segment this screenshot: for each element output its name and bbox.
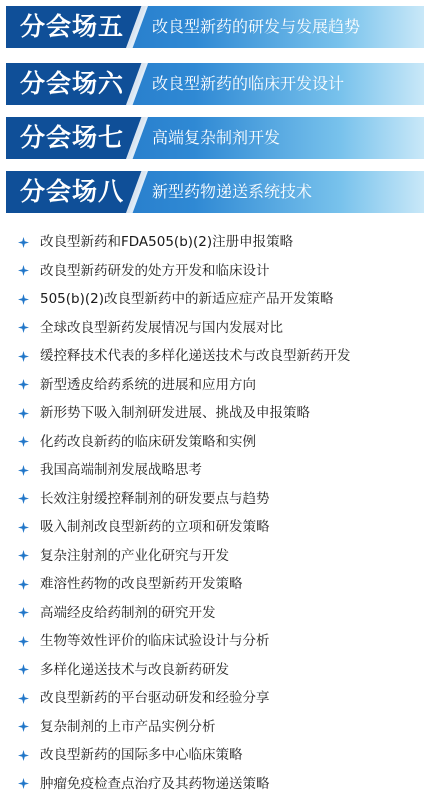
- list-item: [0, 627, 430, 656]
- list-item: [0, 684, 430, 713]
- list-item-text: 我国高端制剂发展战略思考: [40, 462, 202, 479]
- list-item: [0, 428, 430, 457]
- four-point-star-icon: [18, 778, 29, 789]
- list-item-text: 缓控释技术代表的多样化递送技术与改良型新药开发: [40, 348, 351, 365]
- session-topic: 改良型新药的临床开发设计: [152, 74, 345, 93]
- list-item-text: 多样化递送技术与改良新药研发: [40, 661, 229, 678]
- four-point-star-icon: [18, 294, 29, 305]
- session-title: 分会场七: [20, 123, 125, 152]
- four-point-star-icon: [18, 351, 29, 362]
- list-item-text: 化药改良新药的临床研发策略和实例: [40, 433, 256, 450]
- session-banner-5: [6, 6, 424, 48]
- four-point-star-icon: [18, 237, 29, 248]
- four-point-star-icon: [18, 750, 29, 761]
- list-item-text: 新型透皮给药系统的进展和应用方向: [40, 376, 256, 393]
- four-point-star-icon: [18, 493, 29, 504]
- session-banner-8: [6, 171, 424, 213]
- list-item: [0, 770, 430, 799]
- list-item-text: 改良型新药的平台驱动研发和经验分享: [40, 690, 270, 707]
- list-item: [0, 285, 430, 314]
- four-point-star-icon: [18, 408, 29, 419]
- topic-list: [0, 228, 430, 798]
- list-item: [0, 228, 430, 257]
- list-item-text: 改良型新药研发的处方开发和临床设计: [40, 262, 270, 279]
- four-point-star-icon: [18, 522, 29, 533]
- list-item-text: 改良型新药的国际多中心临床策略: [40, 747, 243, 764]
- session-title: 分会场六: [20, 69, 125, 98]
- list-item: [0, 485, 430, 514]
- list-item: [0, 513, 430, 542]
- four-point-star-icon: [18, 693, 29, 704]
- session-banner-6: [6, 63, 424, 105]
- list-item-text: 505(b)(2)改良型新药中的新适应症产品开发策略: [40, 291, 334, 308]
- session-banner-7: [6, 117, 424, 159]
- four-point-star-icon: [18, 550, 29, 561]
- list-item: [0, 713, 430, 742]
- list-item: [0, 456, 430, 485]
- four-point-star-icon: [18, 465, 29, 476]
- list-item: [0, 257, 430, 286]
- four-point-star-icon: [18, 721, 29, 732]
- list-item: [0, 570, 430, 599]
- list-item-text: 新形势下吸入制剂研发进展、挑战及申报策略: [40, 405, 310, 422]
- list-item: [0, 371, 430, 400]
- list-item-text: 复杂注射剂的产业化研究与开发: [40, 547, 229, 564]
- list-item-text: 复杂制剂的上市产品实例分析: [40, 718, 216, 735]
- list-item-text: 生物等效性评价的临床试验设计与分析: [40, 633, 270, 650]
- list-item: [0, 599, 430, 628]
- four-point-star-icon: [18, 265, 29, 276]
- session-topic: 改良型新药的研发与发展趋势: [152, 17, 361, 36]
- session-title: 分会场五: [20, 12, 125, 41]
- session-title: 分会场八: [20, 177, 125, 206]
- list-item: [0, 342, 430, 371]
- list-item: [0, 314, 430, 343]
- list-item: [0, 542, 430, 571]
- list-item-text: 肿瘤免疫检查点治疗及其药物递送策略: [40, 775, 270, 792]
- list-item: [0, 656, 430, 685]
- four-point-star-icon: [18, 664, 29, 675]
- four-point-star-icon: [18, 379, 29, 390]
- list-item-text: 改良型新药和FDA505(b)(2)注册申报策略: [40, 234, 294, 251]
- list-item-text: 难溶性药物的改良型新药开发策略: [40, 576, 243, 593]
- four-point-star-icon: [18, 607, 29, 618]
- list-item-text: 全球改良型新药发展情况与国内发展对比: [40, 319, 283, 336]
- list-item-text: 长效注射缓控释制剂的研发要点与趋势: [40, 490, 270, 507]
- four-point-star-icon: [18, 436, 29, 447]
- list-item-text: 高端经皮给药制剂的研究开发: [40, 604, 216, 621]
- session-topic: 新型药物递送系统技术: [152, 182, 313, 201]
- list-item-text: 吸入制剂改良型新药的立项和研发策略: [40, 519, 270, 536]
- four-point-star-icon: [18, 579, 29, 590]
- list-item: [0, 399, 430, 428]
- list-item: [0, 741, 430, 770]
- session-topic: 高端复杂制剂开发: [152, 128, 281, 147]
- four-point-star-icon: [18, 636, 29, 647]
- four-point-star-icon: [18, 322, 29, 333]
